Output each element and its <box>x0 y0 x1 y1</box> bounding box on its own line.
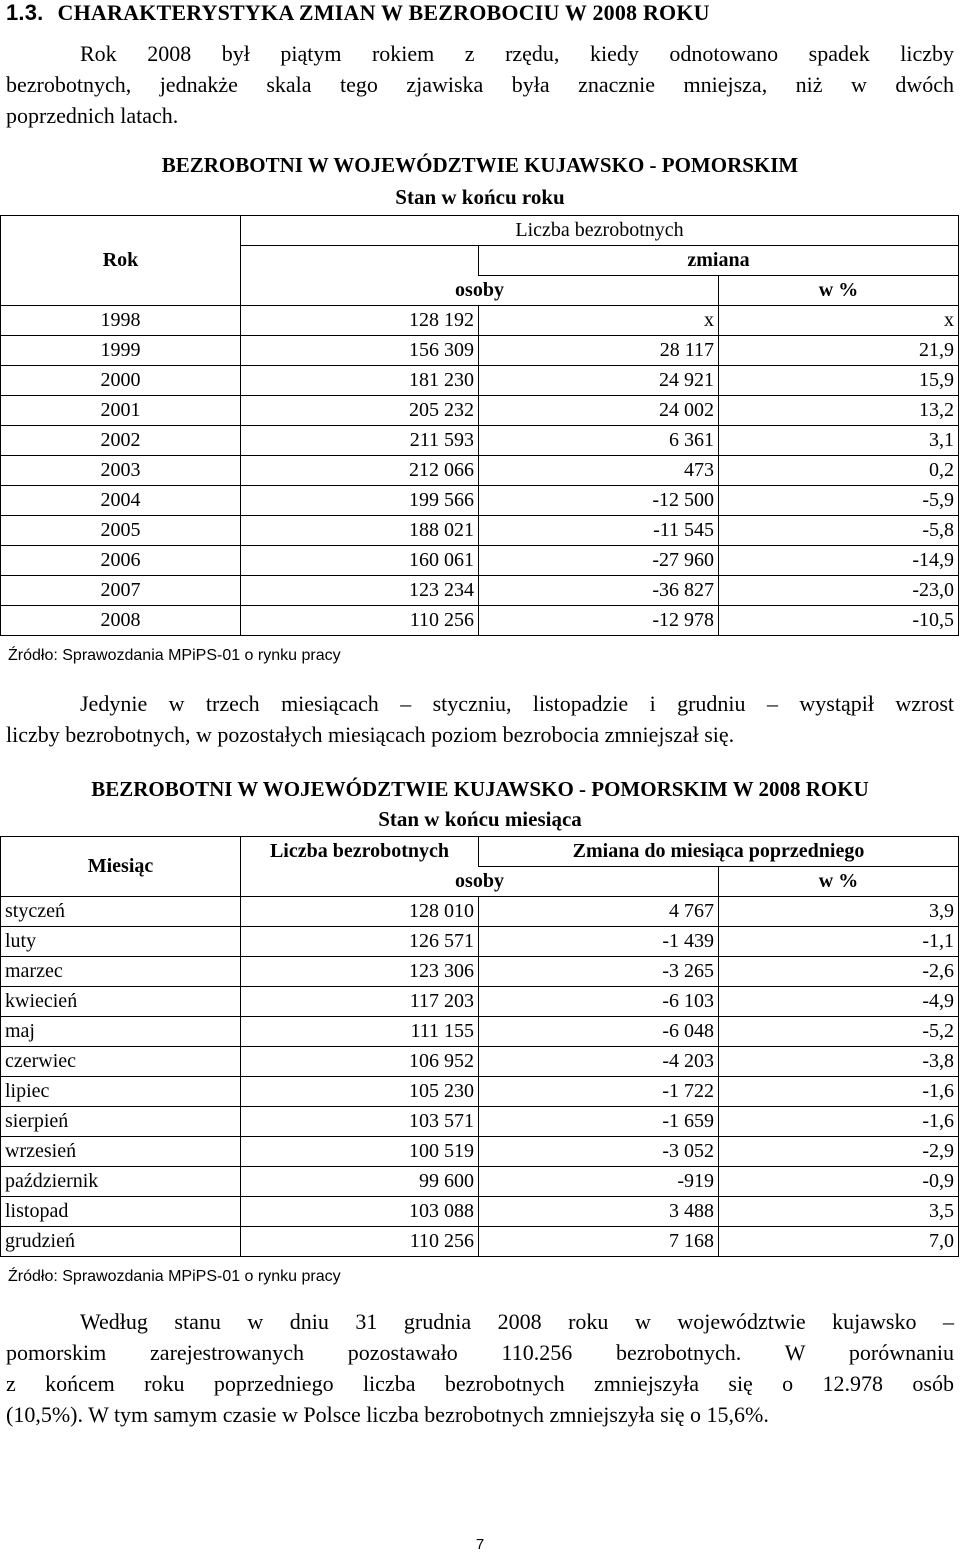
row-label-cell: 2000 <box>1 366 241 396</box>
percent-cell: 3,9 <box>719 897 959 927</box>
table-row <box>1 1227 959 1257</box>
count-cell: 103 088 <box>241 1197 479 1227</box>
percent-cell: -0,9 <box>719 1167 959 1197</box>
table-row <box>1 516 959 546</box>
change-cell: -919 <box>479 1167 719 1197</box>
table-row <box>1 1137 959 1167</box>
section-title: CHARAKTERYSTYKA ZMIAN W BEZROBOCIU W 2008 ROKU <box>57 0 710 25</box>
row-label-cell: luty <box>1 927 241 957</box>
closing-paragraph <box>6 1306 954 1430</box>
header-zmiana: Zmiana do miesiąca poprzedniego <box>479 837 959 867</box>
count-cell: 99 600 <box>241 1167 479 1197</box>
count-cell: 110 256 <box>241 606 479 636</box>
row-label-cell: marzec <box>1 957 241 987</box>
change-cell: -6 103 <box>479 987 719 1017</box>
count-cell: 160 061 <box>241 546 479 576</box>
count-cell: 156 309 <box>241 336 479 366</box>
row-label-cell: czerwiec <box>1 1047 241 1077</box>
middle-paragraph <box>6 688 954 750</box>
table-row <box>1 1107 959 1137</box>
percent-cell: -2,6 <box>719 957 959 987</box>
row-label-cell: 2003 <box>1 456 241 486</box>
intro-line: Rok 2008 był piątym rokiem z rzędu, kiedy odnotowano spadek liczby <box>80 41 954 66</box>
change-cell: 473 <box>479 456 719 486</box>
table-row <box>1 987 959 1017</box>
table-row <box>1 927 959 957</box>
intro-line: poprzednich latach. <box>6 103 179 128</box>
count-cell: 110 256 <box>241 1227 479 1257</box>
change-cell: -1 659 <box>479 1107 719 1137</box>
table2-body <box>1 897 959 1257</box>
percent-cell: 0,2 <box>719 456 959 486</box>
percent-cell: -10,5 <box>719 606 959 636</box>
table2-subtitle: Stan w końcu miesiąca <box>378 807 582 831</box>
row-label-cell: listopad <box>1 1197 241 1227</box>
row-label-cell: maj <box>1 1017 241 1047</box>
percent-cell: -1,1 <box>719 927 959 957</box>
change-cell: -12 500 <box>479 486 719 516</box>
table1-source: Źródło: Sprawozdania MPiPS-01 o rynku pracy <box>8 647 341 664</box>
closing-line: z końcem roku poprzedniego liczba bezrobotnych zmniejszyła się o 12.978 osób <box>6 1371 954 1396</box>
unemployment-by-month-table <box>0 836 959 1257</box>
count-cell: 126 571 <box>241 927 479 957</box>
row-label-cell: grudzień <box>1 1227 241 1257</box>
header-spacer <box>241 246 479 276</box>
change-cell: -1 722 <box>479 1077 719 1107</box>
table-row <box>1 426 959 456</box>
page-number: 7 <box>475 1536 485 1553</box>
header-liczba: Liczba bezrobotnych <box>241 837 479 867</box>
table-row <box>1 366 959 396</box>
row-label-cell: wrzesień <box>1 1137 241 1167</box>
table-row <box>1 897 959 927</box>
row-label-cell: 2001 <box>1 396 241 426</box>
table1-body <box>1 306 959 636</box>
percent-cell: -4,9 <box>719 987 959 1017</box>
header-procent: w % <box>719 867 959 897</box>
row-label-cell: sierpień <box>1 1107 241 1137</box>
table-header-row <box>1 216 959 246</box>
closing-line: Według stanu w dniu 31 grudnia 2008 roku w województwie kujawsko – <box>80 1309 954 1334</box>
row-label-cell: 2006 <box>1 546 241 576</box>
count-cell: 128 192 <box>241 306 479 336</box>
percent-cell: 13,2 <box>719 396 959 426</box>
count-cell: 205 232 <box>241 396 479 426</box>
count-cell: 212 066 <box>241 456 479 486</box>
count-cell: 181 230 <box>241 366 479 396</box>
table1-title: BEZROBOTNI W WOJEWÓDZTWIE KUJAWSKO - POMORSKIM <box>161 153 799 177</box>
table-row <box>1 606 959 636</box>
row-label-cell: 2008 <box>1 606 241 636</box>
middle-line: liczby bezrobotnych, w pozostałych miesiącach poziom bezrobocia zmniejszał się. <box>6 722 735 747</box>
change-cell: -27 960 <box>479 546 719 576</box>
row-label-cell: lipiec <box>1 1077 241 1107</box>
row-label-cell: 2002 <box>1 426 241 456</box>
percent-cell: 3,1 <box>719 426 959 456</box>
change-cell: 7 168 <box>479 1227 719 1257</box>
table2-title: BEZROBOTNI W WOJEWÓDZTWIE KUJAWSKO - POMORSKIM W 2008 ROKU <box>91 777 869 801</box>
percent-cell: -14,9 <box>719 546 959 576</box>
percent-cell: -5,2 <box>719 1017 959 1047</box>
table-row <box>1 1077 959 1107</box>
percent-cell: 3,5 <box>719 1197 959 1227</box>
header-rok: Rok <box>1 216 241 306</box>
change-cell: x <box>479 306 719 336</box>
row-label-cell: 1998 <box>1 306 241 336</box>
count-cell: 100 519 <box>241 1137 479 1167</box>
count-cell: 117 203 <box>241 987 479 1017</box>
change-cell: 24 921 <box>479 366 719 396</box>
change-cell: -4 203 <box>479 1047 719 1077</box>
intro-line: bezrobotnych, jednakże skala tego zjawiska była znacznie mniejsza, niż w dwóch <box>6 72 954 97</box>
count-cell: 123 306 <box>241 957 479 987</box>
row-label-cell: 2004 <box>1 486 241 516</box>
count-cell: 105 230 <box>241 1077 479 1107</box>
table-row <box>1 1017 959 1047</box>
table-row <box>1 1047 959 1077</box>
row-label-cell: 2005 <box>1 516 241 546</box>
change-cell: 28 117 <box>479 336 719 366</box>
change-cell: 6 361 <box>479 426 719 456</box>
closing-line: (10,5%). W tym samym czasie w Polsce liczba bezrobotnych zmniejszyła się o 15,6%. <box>6 1402 769 1427</box>
change-cell: -3 052 <box>479 1137 719 1167</box>
count-cell: 103 571 <box>241 1107 479 1137</box>
header-liczba: Liczba bezrobotnych <box>241 216 959 246</box>
table-row <box>1 456 959 486</box>
header-osoby: osoby <box>241 867 719 897</box>
count-cell: 111 155 <box>241 1017 479 1047</box>
table-row <box>1 1197 959 1227</box>
change-cell: -3 265 <box>479 957 719 987</box>
count-cell: 123 234 <box>241 576 479 606</box>
count-cell: 199 566 <box>241 486 479 516</box>
percent-cell: -23,0 <box>719 576 959 606</box>
count-cell: 128 010 <box>241 897 479 927</box>
row-label-cell: 1999 <box>1 336 241 366</box>
count-cell: 106 952 <box>241 1047 479 1077</box>
table-row <box>1 1167 959 1197</box>
change-cell: 4 767 <box>479 897 719 927</box>
change-cell: -36 827 <box>479 576 719 606</box>
closing-line: pomorskim zarejestrowanych pozostawało 110.256 bezrobotnych. W porównaniu <box>6 1340 954 1365</box>
percent-cell: -5,8 <box>719 516 959 546</box>
percent-cell: -1,6 <box>719 1107 959 1137</box>
change-cell: -1 439 <box>479 927 719 957</box>
row-label-cell: 2007 <box>1 576 241 606</box>
table-header-row <box>1 837 959 867</box>
table-row <box>1 336 959 366</box>
table-row <box>1 486 959 516</box>
percent-cell: 7,0 <box>719 1227 959 1257</box>
table2-source: Źródło: Sprawozdania MPiPS-01 o rynku pracy <box>8 1268 341 1285</box>
change-cell: -6 048 <box>479 1017 719 1047</box>
percent-cell: x <box>719 306 959 336</box>
table-row <box>1 396 959 426</box>
percent-cell: -3,8 <box>719 1047 959 1077</box>
change-cell: 24 002 <box>479 396 719 426</box>
change-cell: -12 978 <box>479 606 719 636</box>
change-cell: 3 488 <box>479 1197 719 1227</box>
unemployment-by-year-table <box>0 215 959 636</box>
table1-subtitle: Stan w końcu roku <box>395 185 565 209</box>
intro-paragraph <box>6 38 954 131</box>
table-row <box>1 576 959 606</box>
row-label-cell: styczeń <box>1 897 241 927</box>
table-row <box>1 957 959 987</box>
table-row <box>1 546 959 576</box>
percent-cell: -1,6 <box>719 1077 959 1107</box>
count-cell: 188 021 <box>241 516 479 546</box>
table-row <box>1 306 959 336</box>
header-procent: w % <box>719 276 959 306</box>
change-cell: -11 545 <box>479 516 719 546</box>
count-cell: 211 593 <box>241 426 479 456</box>
section-heading <box>6 0 710 26</box>
percent-cell: 15,9 <box>719 366 959 396</box>
header-miesiac: Miesiąc <box>1 837 241 897</box>
percent-cell: -5,9 <box>719 486 959 516</box>
header-osoby: osoby <box>241 276 719 306</box>
header-zmiana: zmiana <box>479 246 959 276</box>
percent-cell: -2,9 <box>719 1137 959 1167</box>
percent-cell: 21,9 <box>719 336 959 366</box>
row-label-cell: kwiecień <box>1 987 241 1017</box>
section-number: 1.3. <box>6 0 44 25</box>
middle-line: Jedynie w trzech miesiącach – styczniu, listopadzie i grudniu – wystąpił wzrost <box>80 691 954 716</box>
row-label-cell: październik <box>1 1167 241 1197</box>
